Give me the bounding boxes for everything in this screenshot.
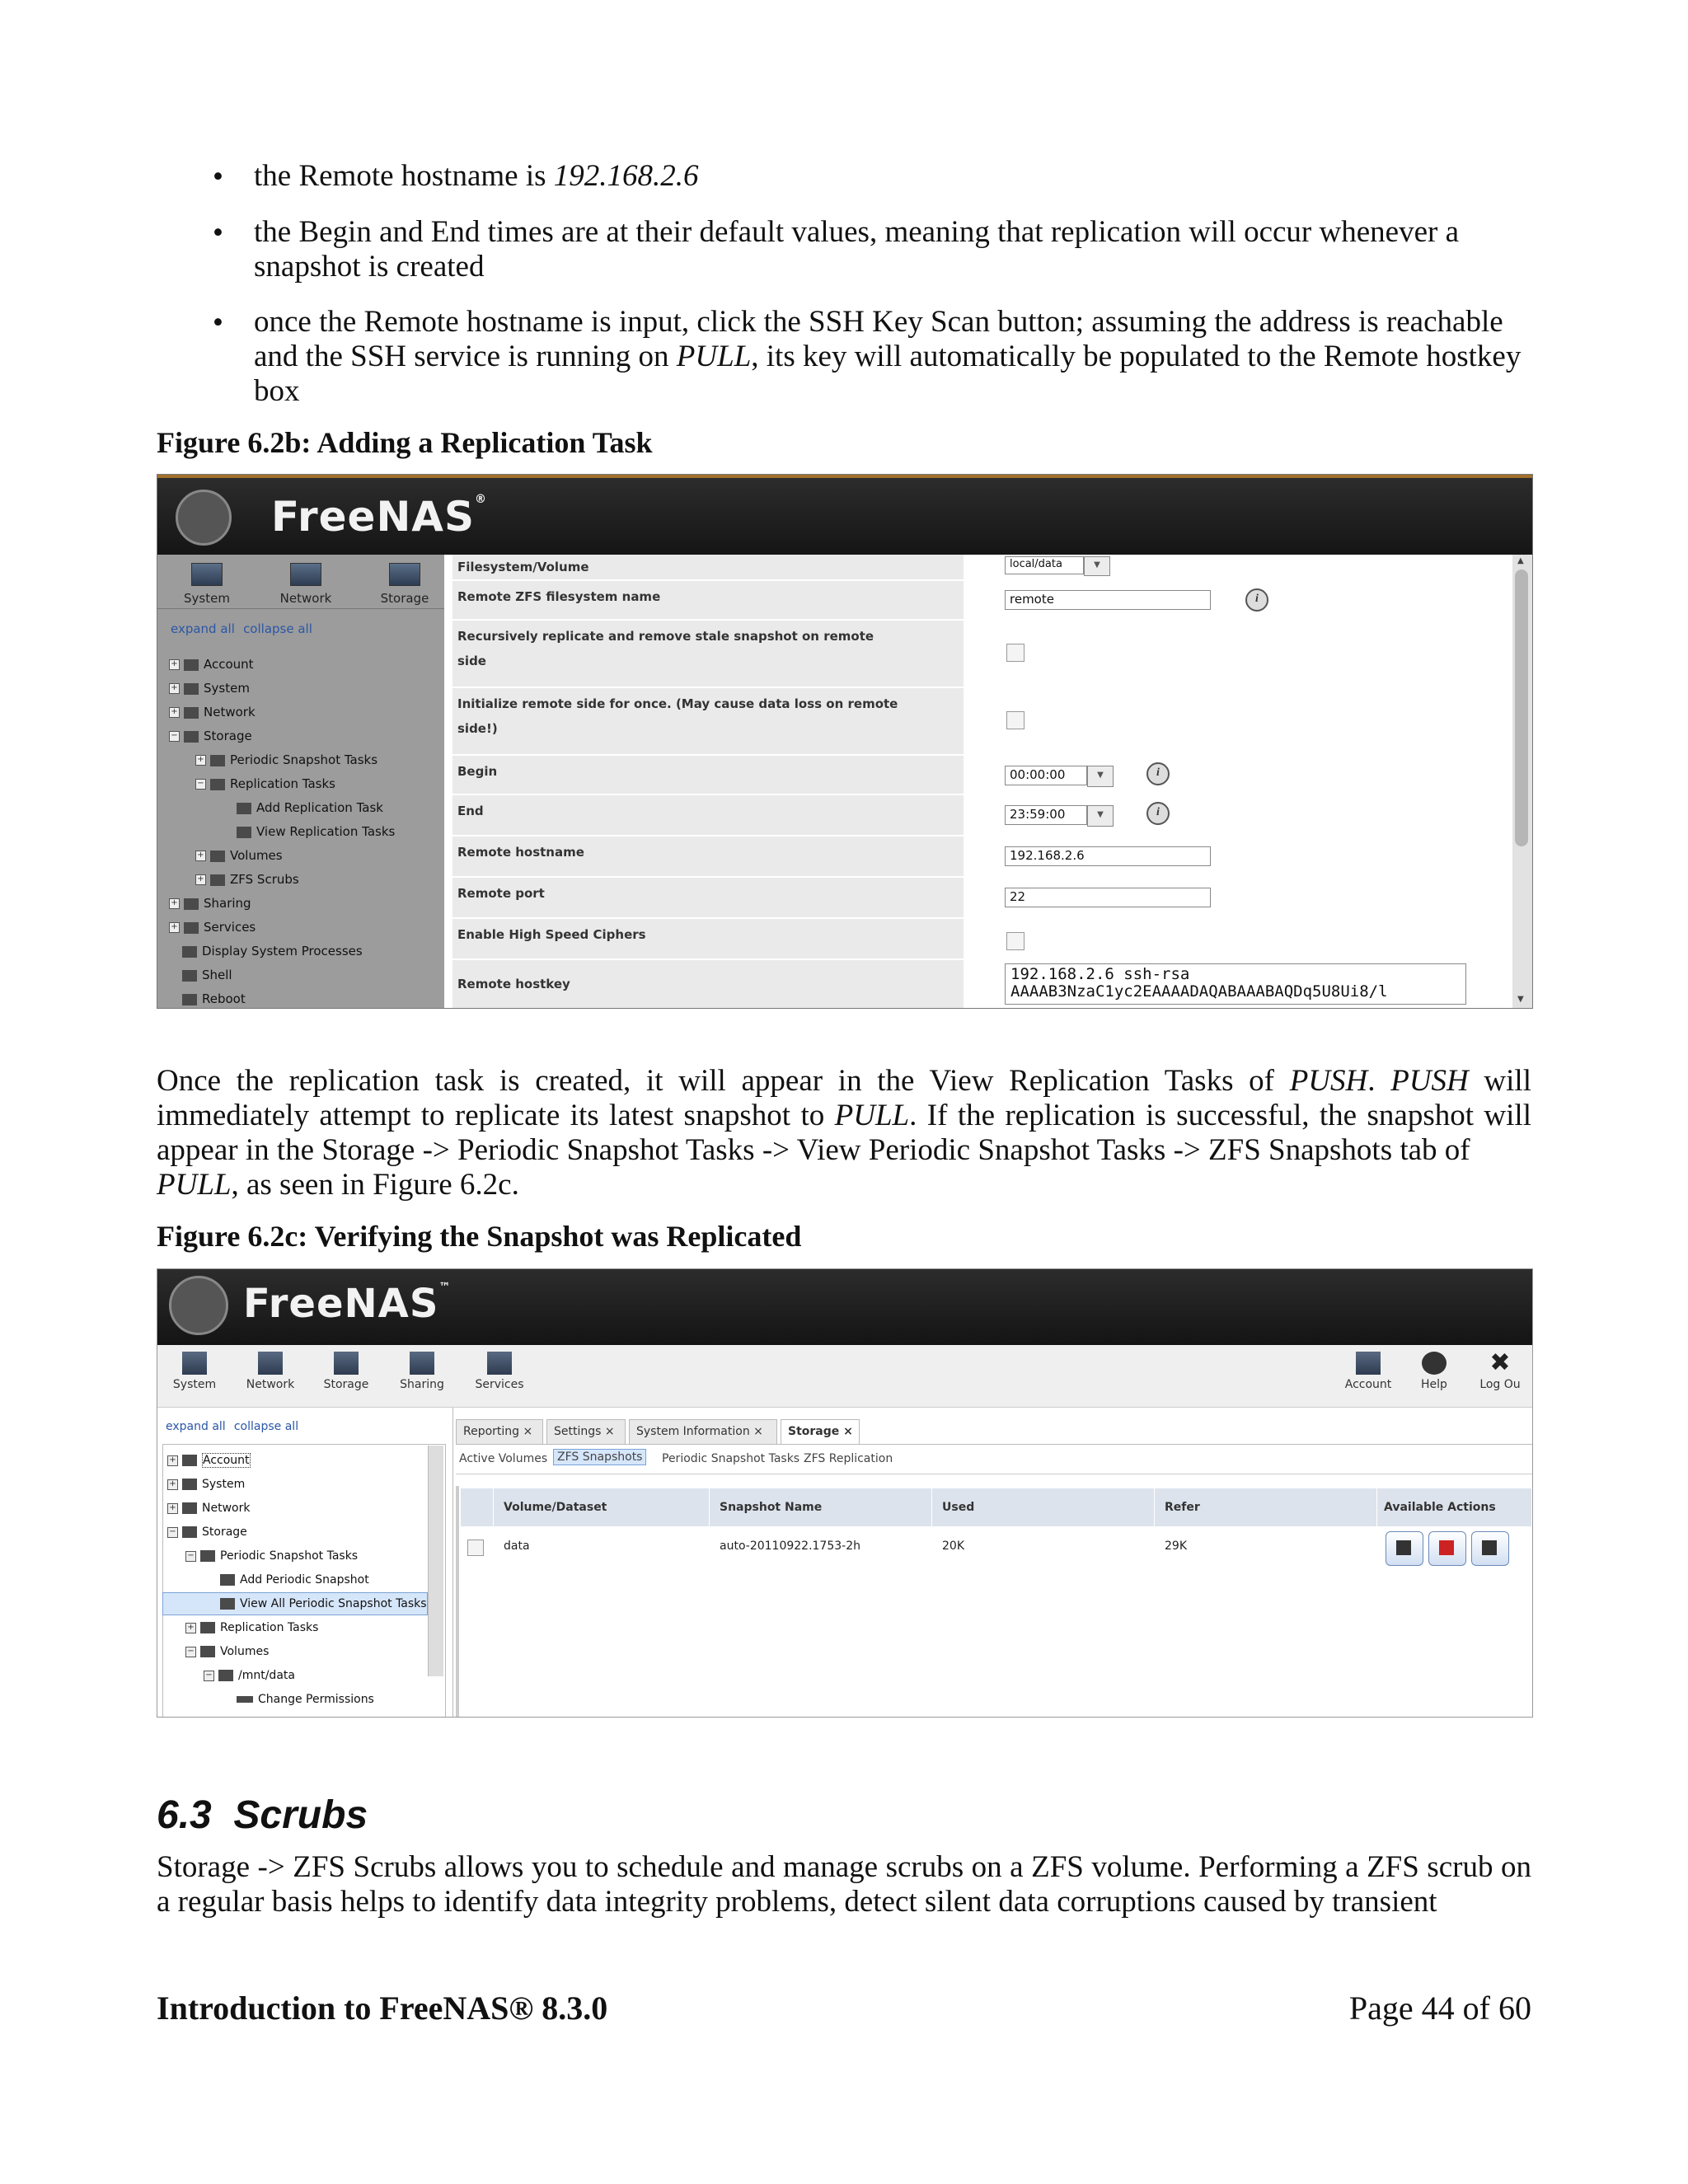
remote-hostname-input[interactable]: 192.168.2.6	[1005, 846, 1211, 866]
tree-item-network[interactable]: + Network	[169, 705, 256, 719]
tree-item-shell[interactable]: Shell	[182, 968, 232, 982]
remote-hostkey-label: Remote hostkey	[452, 960, 964, 1008]
chevron-down-icon[interactable]: ▼	[1084, 556, 1110, 576]
view-icon	[237, 827, 251, 838]
tab-storage[interactable]: Storage ×	[781, 1419, 860, 1444]
column-header-actions: Available Actions	[1377, 1488, 1532, 1526]
header-banner	[157, 475, 1532, 558]
select-column-header	[461, 1488, 494, 1526]
tree-item-account[interactable]: + Account	[167, 1454, 251, 1467]
remote-port-input[interactable]: 22	[1005, 888, 1211, 907]
recursive-checkbox[interactable]	[1006, 644, 1025, 662]
remote-fs-input[interactable]: remote	[1005, 590, 1211, 610]
freenas-logo-icon	[176, 490, 232, 546]
bullet-text-3: once the Remote hostname is input, click the SSH Key Scan button; assuming the address is reachable and the SSH service is running on PULL, its key will automatically be populated to the Remote hostkey box	[254, 305, 1522, 408]
tree-item-volumes[interactable]: + Volumes	[195, 848, 283, 863]
toolbar-logout-button[interactable]: ✖ Log Ou	[1479, 1348, 1521, 1391]
replication-icon	[210, 779, 225, 790]
tree-item-view-replication[interactable]: View Replication Tasks	[237, 824, 395, 839]
system-icon	[184, 683, 199, 695]
chevron-down-icon[interactable]: ▼	[1087, 805, 1114, 827]
scroll-up-icon[interactable]: ▲	[1517, 556, 1524, 565]
main-toolbar	[157, 1345, 1532, 1408]
cell-refer: 29K	[1165, 1540, 1187, 1553]
tree-item-processes[interactable]: Display System Processes	[182, 944, 363, 958]
column-header-refer[interactable]: Refer	[1155, 1488, 1377, 1526]
tree-item-replication-tasks[interactable]: + Replication Tasks	[185, 1621, 318, 1634]
toolbar-storage-button[interactable]: Storage	[309, 1352, 383, 1391]
info-icon[interactable]: i	[1146, 762, 1170, 785]
tree-item-zfs-scrubs[interactable]: + ZFS Scrubs	[195, 872, 299, 887]
left-navigation	[157, 1408, 453, 1717]
tree-item-account[interactable]: + Account	[169, 657, 254, 672]
cell-snapshot-name: auto-20110922.1753-2h	[720, 1540, 860, 1553]
storage-icon	[334, 1352, 359, 1375]
initialize-checkbox[interactable]	[1006, 711, 1025, 729]
account-icon	[182, 1455, 197, 1466]
rollback-icon	[1482, 1540, 1497, 1555]
tree-item-add-periodic[interactable]: Add Periodic Snapshot	[220, 1573, 369, 1586]
tree-item-services[interactable]: + Services	[169, 920, 256, 935]
scrubs-icon	[210, 874, 225, 886]
header-banner	[157, 1269, 1532, 1345]
freenas-logo: FreeNAS®	[271, 493, 487, 541]
initialize-label: Initialize remote side for once. (May cause data loss on remote side!)	[452, 688, 964, 754]
paragraph-scrubs: Storage -> ZFS Scrubs allows you to schedule and manage scrubs on a ZFS volume. Performing a ZFS scrub on a regular basis helps to identify data integrity problems, detect silent data corruptions caused by transient	[157, 1850, 1531, 1919]
tab-reporting[interactable]: Reporting ×	[456, 1419, 543, 1444]
destroy-snapshot-button[interactable]	[1428, 1531, 1466, 1566]
volume-icon	[218, 1670, 233, 1681]
filesystem-select[interactable]: local/data	[1005, 556, 1084, 574]
tree-item-system[interactable]: + System	[169, 681, 250, 696]
bullet-marker: •	[213, 160, 223, 194]
tab-settings[interactable]: Settings ×	[546, 1419, 626, 1444]
toolbar-system-button[interactable]: System	[157, 1352, 232, 1391]
remote-hostkey-textarea[interactable]: 192.168.2.6 ssh-rsa AAAAB3NzaC1yc2EAAAADAQABAAABAQDq5U8Ui8/l	[1005, 963, 1466, 1005]
figure-caption-c: Figure 6.2c: Verifying the Snapshot was Replicated	[157, 1220, 802, 1253]
scrollbar-thumb[interactable]	[1515, 569, 1528, 846]
begin-label: Begin	[452, 756, 964, 794]
close-icon: ×	[604, 1425, 615, 1438]
system-icon	[182, 1479, 197, 1490]
add-icon	[220, 1574, 235, 1586]
toolbar-help-button[interactable]: Help	[1397, 1352, 1471, 1391]
close-icon: ×	[523, 1425, 533, 1438]
volumes-icon	[200, 1646, 215, 1657]
tree-item-change-permissions[interactable]: Change Permissions	[237, 1693, 374, 1706]
tree-item-sharing[interactable]: + Sharing	[169, 896, 251, 911]
tree-item-network[interactable]: + Network	[167, 1502, 250, 1515]
high-speed-ciphers-label: Enable High Speed Ciphers	[452, 919, 964, 958]
view-icon	[220, 1598, 235, 1610]
snapshot-icon	[200, 1550, 215, 1562]
filesystem-label: Filesystem/Volume	[452, 555, 964, 579]
system-icon	[182, 1352, 207, 1375]
storage-icon	[389, 563, 420, 586]
tree-item-reboot[interactable]: Reboot	[182, 991, 246, 1006]
tree-item-storage[interactable]: − Storage	[169, 729, 252, 743]
storage-icon	[184, 731, 199, 743]
toolbar-services-button[interactable]: Services	[462, 1352, 537, 1391]
expand-all-link[interactable]: expand all	[166, 1420, 226, 1433]
screenshot-replication-task	[157, 474, 1533, 1009]
tree-item-replication-tasks[interactable]: − Replication Tasks	[195, 776, 335, 791]
end-time-select[interactable]: 23:59:00	[1005, 805, 1087, 825]
tree-item-periodic-snapshot[interactable]: − Periodic Snapshot Tasks	[185, 1549, 358, 1563]
system-icon	[191, 563, 223, 586]
high-speed-ciphers-checkbox[interactable]	[1006, 932, 1025, 950]
subtab-periodic-snapshot-tasks[interactable]: Periodic Snapshot Tasks	[662, 1452, 800, 1465]
cell-used: 20K	[942, 1540, 964, 1553]
tab-system-information[interactable]: System Information ×	[629, 1419, 777, 1444]
section-heading: 6.3 Scrubs	[157, 1793, 368, 1837]
recursive-label: Recursively replicate and remove stale snapshot on remote side	[452, 621, 964, 687]
bullet-text-2: the Begin and End times are at their default values, meaning that replication will occur whenever a snapshot is created	[254, 215, 1459, 284]
freenas-logo-icon	[169, 1276, 228, 1335]
sharing-icon	[410, 1352, 434, 1375]
paragraph-replication: Once the replication task is created, it will appear in the View Replication Tasks of PUSH. PUSH will immediately attempt to replicate its latest snapshot to PULL. If the replication is successful, the snapshot will appear in the Storage -> Periodic Snapshot Tasks -> View Periodic Snapshot Tasks -> ZFS Snapshots tab of PULL, as seen in Figure 6.2c.	[157, 1064, 1531, 1202]
end-label: End	[452, 795, 964, 835]
column-header-volume[interactable]: Volume/Dataset	[494, 1488, 710, 1526]
help-icon	[1422, 1352, 1447, 1375]
begin-time-select[interactable]: 00:00:00	[1005, 766, 1087, 785]
collapse-all-link[interactable]: collapse all	[243, 621, 312, 636]
tree-item-system[interactable]: + System	[167, 1478, 245, 1491]
bullet-marker: •	[213, 306, 223, 340]
toolbar-account-button[interactable]: Account	[1331, 1352, 1405, 1391]
bullet-marker: •	[213, 216, 223, 250]
sharing-icon	[184, 898, 199, 910]
scroll-down-icon[interactable]: ▼	[1517, 995, 1524, 1004]
cell-dataset: data	[504, 1540, 530, 1553]
tree-item-view-periodic[interactable]: View All Periodic Snapshot Tasks	[220, 1597, 427, 1610]
freenas-logo: FreeNAS™	[243, 1281, 452, 1327]
info-icon[interactable]: i	[1245, 588, 1268, 612]
toolbar-system-button[interactable]: System	[170, 563, 244, 606]
replication-form	[444, 555, 1512, 1008]
account-icon	[1356, 1352, 1381, 1375]
remote-port-label: Remote port	[452, 878, 964, 917]
destroy-icon	[1439, 1540, 1454, 1555]
column-header-used[interactable]: Used	[932, 1488, 1155, 1526]
tree-item-mnt-data[interactable]: − /mnt/data	[204, 1669, 295, 1682]
shell-icon	[182, 970, 197, 982]
toolbar-network-button[interactable]: Network	[233, 1352, 307, 1391]
toolbar-network-button[interactable]: Network	[269, 563, 343, 606]
clone-snapshot-button[interactable]	[1386, 1531, 1423, 1566]
subtab-active-volumes[interactable]: Active Volumes	[459, 1452, 548, 1465]
processes-icon	[182, 946, 197, 958]
tree-item-add-replication[interactable]: Add Replication Task	[237, 800, 383, 815]
row-checkbox[interactable]	[467, 1540, 484, 1556]
toolbar-storage-button[interactable]: Storage	[368, 563, 442, 606]
subtab-zfs-replication[interactable]: ZFS Replication	[804, 1452, 893, 1465]
bullet-text-1: the Remote hostname is 192.168.2.6	[254, 159, 699, 193]
close-icon: ×	[843, 1425, 853, 1438]
form-scrollbar[interactable]	[1512, 555, 1532, 1008]
network-icon	[184, 707, 199, 719]
expand-all-link[interactable]: expand all	[171, 621, 235, 636]
toolbar-sharing-button[interactable]: Sharing	[385, 1352, 459, 1391]
services-icon	[184, 922, 199, 934]
remote-fs-label: Remote ZFS filesystem name	[452, 581, 964, 619]
footer-title: Introduction to FreeNAS® 8.3.0	[157, 1990, 608, 2027]
main-content	[456, 1408, 1532, 1717]
services-icon	[487, 1352, 512, 1375]
add-icon	[237, 803, 251, 814]
remote-hostname-label: Remote hostname	[452, 837, 964, 876]
info-icon[interactable]: i	[1146, 802, 1170, 825]
close-icon: ✖	[1489, 1348, 1511, 1377]
collapse-all-link[interactable]: collapse all	[233, 1420, 299, 1433]
tree-scrollbar[interactable]	[428, 1446, 443, 1676]
rollback-snapshot-button[interactable]	[1471, 1531, 1509, 1566]
left-navigation	[157, 555, 444, 1008]
network-icon	[258, 1352, 283, 1375]
network-icon	[290, 563, 321, 586]
account-icon	[184, 659, 199, 671]
reboot-icon	[182, 994, 197, 1005]
screenshot-zfs-snapshots	[157, 1268, 1533, 1718]
figure-caption-b: Figure 6.2b: Adding a Replication Task	[157, 426, 653, 459]
tree-item-storage[interactable]: − Storage	[167, 1526, 247, 1539]
clone-icon	[1396, 1540, 1411, 1555]
page-number: Page 44 of 60	[1348, 1990, 1531, 2027]
storage-icon	[182, 1526, 197, 1538]
replication-icon	[200, 1622, 215, 1633]
close-icon: ×	[753, 1425, 763, 1438]
subtab-zfs-snapshots[interactable]: ZFS Snapshots	[553, 1449, 646, 1465]
snapshot-icon	[210, 755, 225, 766]
column-header-snapshot[interactable]: Snapshot Name	[710, 1488, 932, 1526]
network-icon	[182, 1502, 197, 1514]
volumes-icon	[210, 851, 225, 862]
tree-item-periodic-snapshot[interactable]: + Periodic Snapshot Tasks	[195, 752, 377, 767]
key-icon	[237, 1696, 253, 1703]
tree-item-volumes[interactable]: − Volumes	[185, 1645, 269, 1658]
chevron-down-icon[interactable]: ▼	[1087, 766, 1114, 787]
